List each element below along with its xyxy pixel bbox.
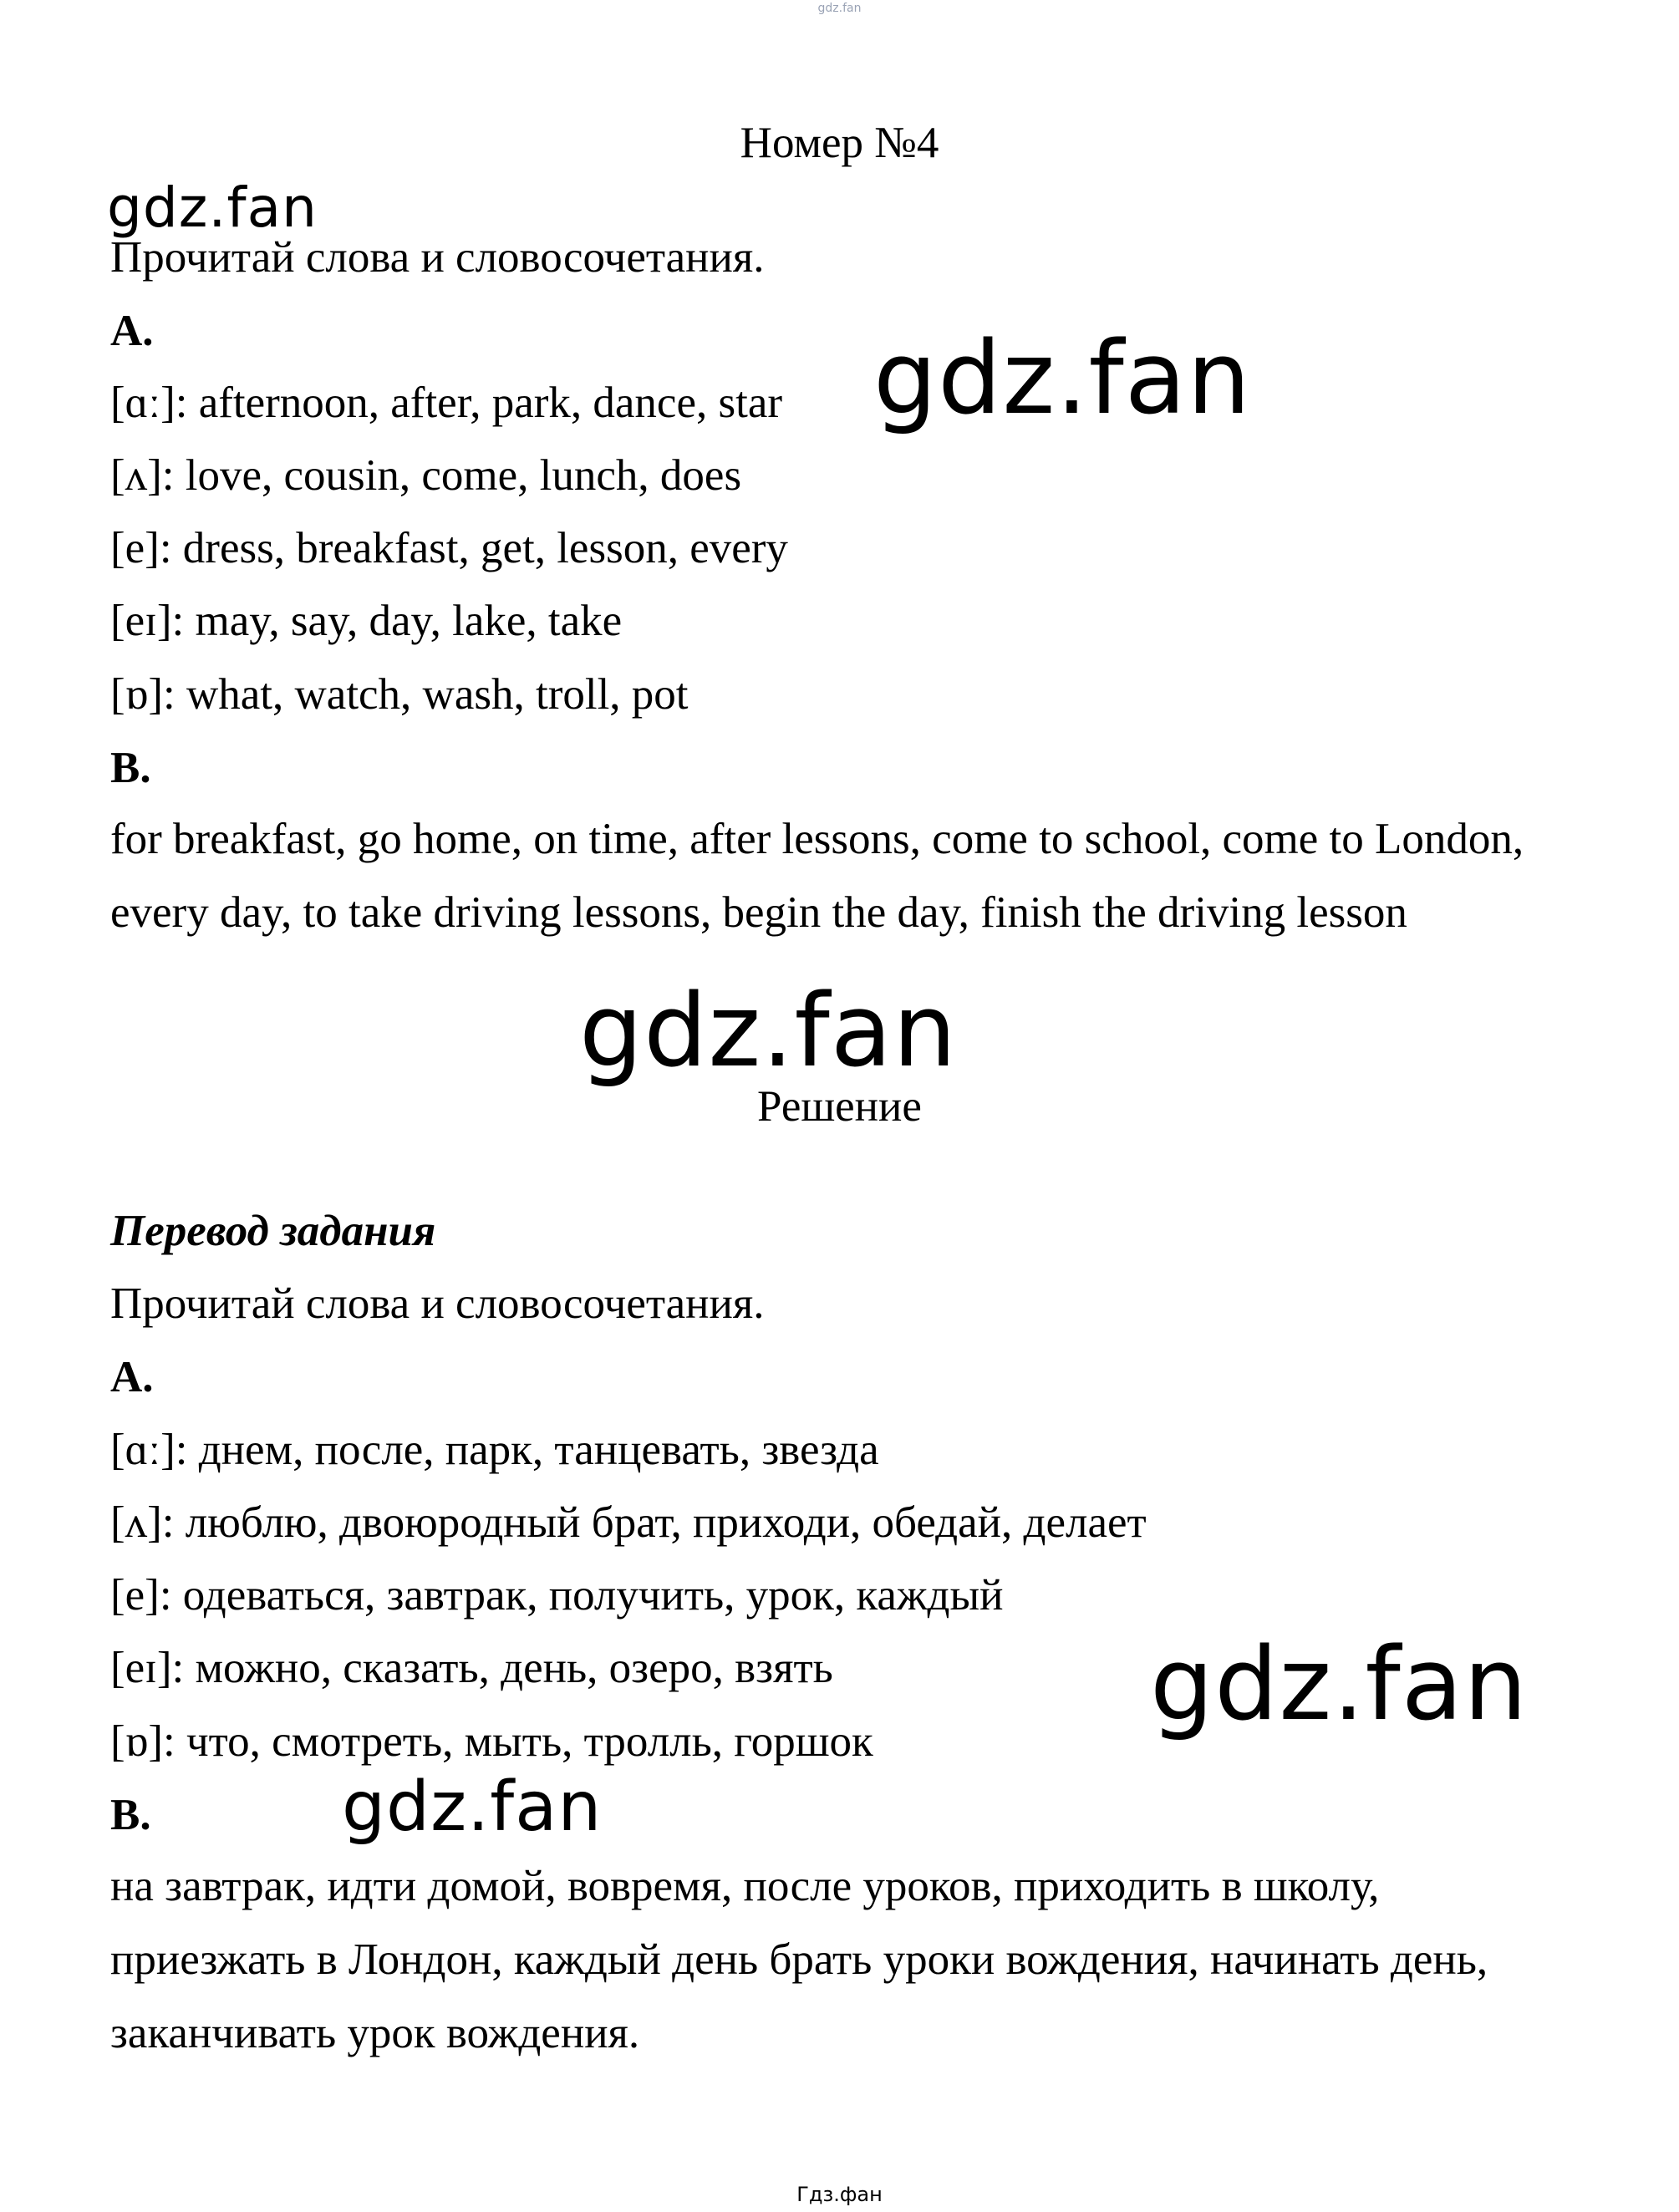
watermark-5: gdz.fan [342, 1767, 603, 1847]
watermark-3: gdz.fan [579, 974, 958, 1090]
top-watermark: gdz.fan [817, 2, 862, 15]
translation-a-line-4: [eɪ]: можно, сказать, день, озеро, взять [110, 1644, 833, 1692]
task-section-a-label: A. [110, 307, 154, 355]
task-instruction: Прочитай слова и словосочетания. [110, 233, 765, 282]
watermark-4: gdz.fan [1150, 1627, 1529, 1743]
task-section-b-label: B. [110, 744, 151, 792]
translation-heading: Перевод задания [110, 1207, 436, 1255]
translation-instruction: Прочитай слова и словосочетания. [110, 1279, 765, 1328]
watermark-2: gdz.fan [873, 321, 1252, 437]
solution-label: Решение [757, 1082, 922, 1131]
translation-a-line-3: [e]: одеваться, завтрак, получить, урок, каждый [110, 1571, 1004, 1620]
page-title: Номер №4 [740, 119, 939, 167]
footer-watermark: Гдз.фан [796, 2183, 883, 2206]
translation-section-a-label: A. [110, 1353, 154, 1401]
task-a-line-3: [e]: dress, breakfast, get, lesson, every [110, 524, 788, 572]
task-a-line-2: [ʌ]: love, cousin, come, lunch, does [110, 451, 742, 500]
translation-section-b-label: B. [110, 1791, 151, 1839]
translation-a-line-5: [ɒ]: что, смотреть, мыть, тролль, горшок [110, 1717, 873, 1766]
translation-a-line-2: [ʌ]: люблю, двоюродный брат, приходи, обедай, делает [110, 1498, 1147, 1547]
translation-a-line-1: [ɑː]: днем, после, парк, танцевать, звезда [110, 1426, 879, 1474]
watermark-1: gdz.fan [107, 175, 318, 240]
task-a-line-4: [eɪ]: may, say, day, lake, take [110, 597, 623, 645]
task-b-text: for breakfast, go home, on time, after lessons, come to school, come to London, every day, to take driving lessons, begin the day, finish the driving lesson [110, 815, 1524, 937]
task-a-line-5: [ɒ]: what, watch, wash, troll, pot [110, 670, 689, 719]
task-a-line-1: [ɑː]: afternoon, after, park, dance, star [110, 379, 783, 427]
translation-b-text: на завтрак, идти домой, вовремя, после уроков, приходить в школу, приезжать в Лондон, каждый день брать уроки вождения, начинать день, заканчивать урок вождения. [110, 1862, 1488, 2057]
